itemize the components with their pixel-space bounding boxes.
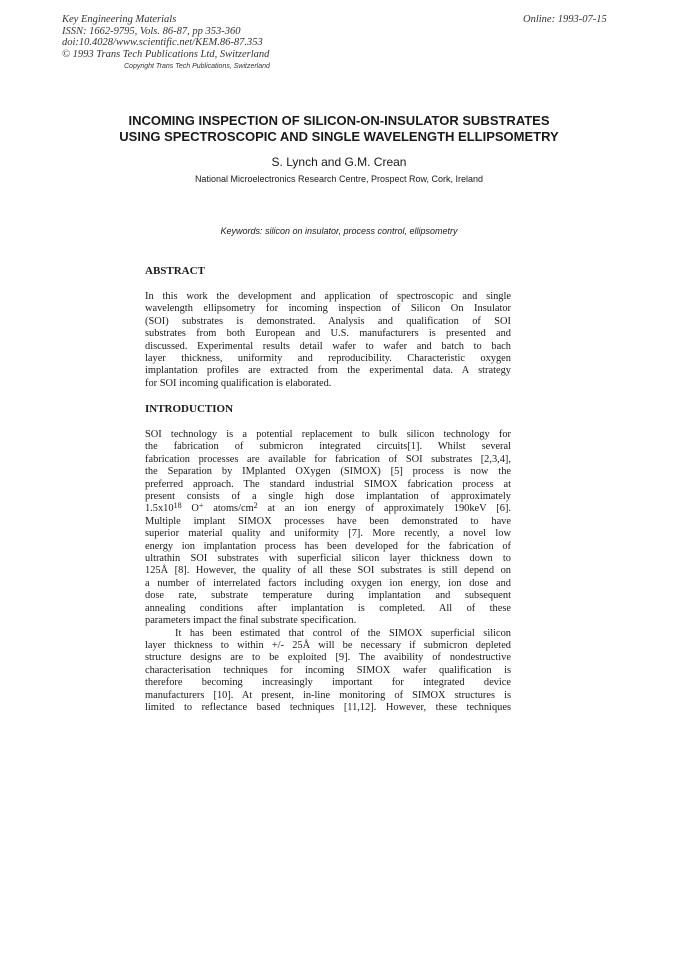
text-line: Multiple implant SIMOX processes have been demonstrated to have	[145, 515, 511, 527]
introduction-body	[145, 429, 511, 714]
text-line: therefore becoming increasingly important for integrated device	[145, 677, 511, 689]
text-line: fabrication processes are available for fabrication of SOI substrates [2,3,4],	[145, 453, 511, 465]
introduction-heading: INTRODUCTION	[145, 403, 234, 415]
issn-volume: ISSN: 1662-9795, Vols. 86-87, pp 353-360	[62, 25, 241, 37]
online-date: Online: 1993-07-15	[523, 14, 607, 25]
copyright-stamp: Copyright Trans Tech Publications, Switzerland	[124, 63, 270, 70]
text-line: a number of interrelated factors including oxygen ion energy, ion dose and	[145, 577, 511, 589]
text-line: for SOI incoming qualification is elaborated.	[145, 377, 332, 389]
abstract-body	[145, 291, 511, 390]
text-line: manufacturers [10]. At present, in-line monitoring of SIMOX structures is	[145, 689, 511, 701]
text-line: the Separation by IMplanted OXygen (SIMOX) [5] process is now the	[145, 466, 511, 478]
text-line: discussed. Experimental results detail wafer to wafer and batch to bach	[145, 340, 511, 352]
doi: doi:10.4028/www.scientific.net/KEM.86-87.353	[62, 37, 263, 48]
title-line-2: USING SPECTROSCOPIC AND SINGLE WAVELENGTH ELLIPSOMETRY	[119, 129, 559, 144]
text-line: superior material quality and uniformity [7]. More recently, a novel low	[145, 528, 511, 540]
text-line: energy ion implantation process has been developed for the fabrication of	[145, 540, 511, 552]
text-line: limited to reflectance based techniques [11,12]. However, these techniques	[145, 701, 511, 713]
keywords: Keywords: silicon on insulator, process control, ellipsometry	[220, 226, 458, 236]
dose-line: $1.5x10^{18}$ O+ atoms/$cm^2$ at an ion energy of approximately 190keV [6].	[145, 501, 511, 515]
text-line: annealing conditions after implantation is completed. All of these	[145, 602, 511, 614]
text-line: 125Å [8]. However, the quality of all these SOI substrates is still depend on	[145, 565, 511, 577]
text-line: ultrathin SOI substrates with superficial silicon layer thickness down to	[145, 553, 511, 565]
abstract-heading: ABSTRACT	[145, 265, 205, 277]
text-line: implantation profiles are extracted from the experimental data. A strategy	[145, 365, 511, 377]
authors: S. Lynch and G.M. Crean	[271, 155, 407, 169]
publisher-line: © 1993 Trans Tech Publications Ltd, Switzerland	[62, 48, 270, 60]
paper-title	[60, 113, 618, 145]
text-line: In this work the development and application of spectroscopic and single	[145, 291, 511, 302]
text-line: dose rate, substrate temperature during implantation and subsequent	[145, 590, 511, 602]
text-line: (SOI) substrates is demonstrated. Analysis and qualification of SOI	[145, 315, 511, 327]
title-line-1: INCOMING INSPECTION OF SILICON-ON-INSULATOR SUBSTRATES	[128, 113, 550, 128]
text-line: substrates from both European and U.S. manufacturers is presented and	[145, 328, 511, 340]
affiliation: National Microelectronics Research Centre, Prospect Row, Cork, Ireland	[194, 174, 484, 184]
text-line: characterisation techniques for incoming SIMOX wafer qualification is	[145, 664, 511, 676]
text-line: parameters impact the final substrate specification.	[145, 615, 357, 627]
text-line: SOI technology is a potential replacement to bulk silicon technology for	[145, 429, 511, 440]
journal-name: Key Engineering Materials	[62, 14, 177, 25]
text-line: It has been estimated that control of the SIMOX superficial silicon	[175, 627, 511, 639]
text-line: the fabrication of submicron integrated circuits[1]. Whilst several	[145, 441, 511, 453]
text-line: preferred approach. The standard industrial SIMOX fabrication process at	[145, 478, 511, 490]
text-line: wavelength ellipsometry for incoming inspection of Silicon On Insulator	[145, 303, 511, 315]
text-line: structure designs are to be exploited [9]. The avaibility of nondestructive	[145, 652, 511, 664]
citation-header	[62, 14, 269, 60]
text-line: present consists of a single high dose implantation of approximately	[145, 491, 511, 503]
text-line: layer thickness to within +/- 25Å will be necessary if submicron depleted	[145, 639, 511, 651]
text-line: layer thickness, uniformity and reproducibility. Characteristic oxygen	[145, 353, 511, 365]
